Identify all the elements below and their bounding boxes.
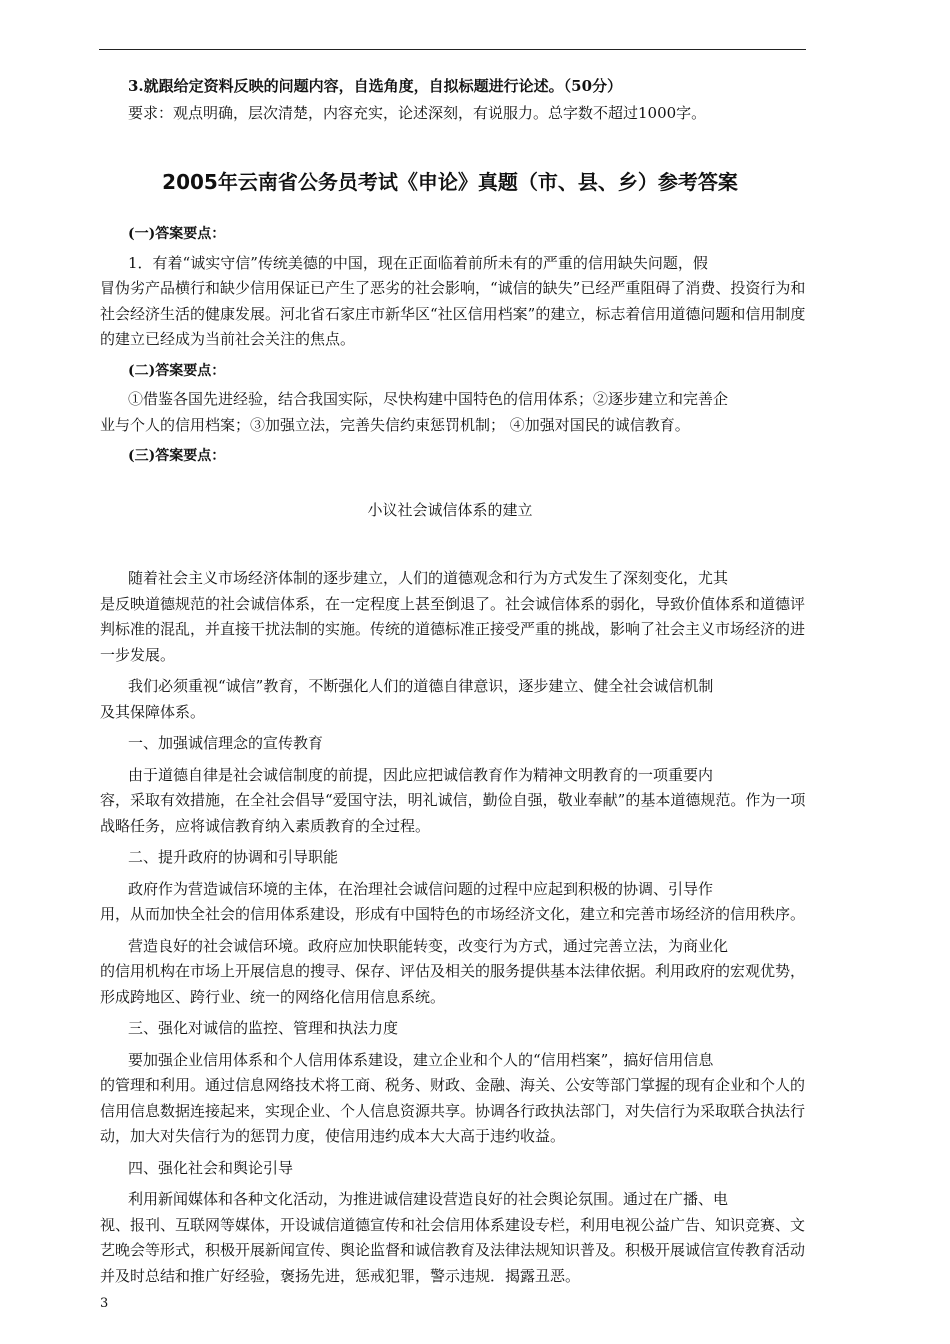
essay-intro-rest: 是反映道德规范的社会诚信体系，在一定程度上甚至倒退了。社会诚信体系的弱化，导致价值体系和道德评判标准的混乱，并直接干扰法制的实施。传统的道德标准正接受严重的挑战，影响了社会主义市场经济的进一步发展。: [100, 594, 806, 664]
page-content: [100, 74, 806, 1289]
essay-heading-1: 一、加强诚信理念的宣传教育: [128, 734, 324, 752]
essay-intro-line1: 随着社会主义市场经济体制的逐步建立，人们的道德观念和行为方式发生了深刻变化，尤其: [128, 569, 729, 587]
essay-heading-2: 二、提升政府的协调和引导职能: [128, 848, 339, 866]
essay-heading-3-para-line1: 要加强企业信用体系和个人信用体系建设，建立企业和个人的“信用档案”，搞好信用信息: [128, 1050, 714, 1069]
essay-heading-2-para2-line1: 营造良好的社会诚信环境。政府应加快职能转变，改变行为方式，通过完善立法，为商业化: [128, 936, 729, 955]
essay-heading-1-para-rest: 容，采取有效措施，在全社会倡导“爱国守法，明礼诚信，勤俭自强，敬业奉献”的基本道德规范。作为一项战略任务，应将诚信教育纳入素质教育的全过程。: [100, 791, 806, 835]
essay-heading-2-para1-rest: 用，从而加快全社会的信用体系建设，形成有中国特色的市场经济文化，建立和完善市场经济的信用秩序。: [100, 905, 806, 923]
essay-heading-3-para-rest: 的管理和利用。通过信息网络技术将工商、税务、财政、金融、海关、公安等部门掌握的现有企业和个人的信用信息数据连接起来，实现企业、个人信息资源共享。协调各行政执法部门，对失信行为采取联合执法行动，加大对失信行为的惩罚力度，使信用违约成本大大高于违约收益。: [100, 1076, 806, 1145]
question-3-title: 3.就跟给定资料反映的问题内容，自选角度，自拟标题进行论述。（50分）: [128, 77, 623, 95]
section-2-heading: (二)答案要点：: [128, 362, 226, 379]
essay-heading-4: 四、强化社会和舆论引导: [128, 1158, 294, 1177]
essay-heading-4-para-rest: 视、报刊、互联网等媒体，开设诚信道德宣传和社会信用体系建设专栏，利用电视公益广告、知识竞赛、文艺晚会等形式，积极开展新闻宣传、舆论监督和诚信教育及法律法规知识普及。积极开展诚信宣传教育活动并及时总结和推广好经验，褒扬先进，惩戒犯罪，警示违规．揭露丑恶。: [100, 1215, 806, 1285]
essay-title: 小议社会诚信体系的建立: [367, 500, 533, 519]
essay-heading-2-para2-rest: 的信用机构在市场上开展信息的搜寻、保存、评估及相关的服务提供基本法律依据。利用政府的宏观优势，形成跨地区、跨行业、统一的网络化信用信息系统。: [100, 962, 806, 1006]
question-3-requirement: 要求：观点明确，层次清楚，内容充实，论述深刻，有说服力。总字数不超过1000字。: [128, 103, 707, 122]
document-title: 2005年云南省公务员考试《申论》真题（市、县、乡）参考答案: [162, 170, 738, 194]
essay-para2-rest: 及其保障体系。: [100, 702, 206, 721]
section-1-para-rest: 冒伪劣产品横行和缺少信用保证已产生了恶劣的社会影响，“诚信的缺失”已经严重阻碍了消费、投资行为和社会经济生活的健康发展。河北省石家庄市新华区“社区信用档案”的建立，标志着信用道德问题和信用制度的建立已经成为当前社会关注的焦点。: [100, 279, 806, 348]
header-rule: [99, 49, 806, 50]
section-3-heading: (三)答案要点：: [128, 448, 226, 464]
section-1-para-line1: 1．有着“诚实守信”传统美德的中国，现在正面临着前所未有的严重的信用缺失问题，假: [128, 253, 708, 272]
essay-heading-3: 三、强化对诚信的监控、管理和执法力度: [128, 1019, 399, 1037]
page-number: 3: [100, 1296, 109, 1311]
section-2-para-rest: 业与个人的信用档案；③加强立法，完善失信约束惩罚机制； ④加强对国民的诚信教育。: [100, 415, 690, 434]
essay-heading-1-para-line1: 由于道德自律是社会诚信制度的前提，因此应把诚信教育作为精神文明教育的一项重要内: [128, 765, 714, 784]
section-2-para-line1: ①借鉴各国先进经验，结合我国实际，尽快构建中国特色的信用体系；②逐步建立和完善企: [128, 390, 729, 408]
essay-heading-4-para-line1: 利用新闻媒体和各种文化活动，为推进诚信建设营造良好的社会舆论氛围。通过在广播、电: [128, 1190, 729, 1208]
essay-heading-2-para1-line1: 政府作为营造诚信环境的主体，在治理社会诚信问题的过程中应起到积极的协调、引导作: [128, 879, 714, 898]
section-1-heading: (一)答案要点：: [128, 226, 226, 242]
essay-para2-line1: 我们必须重视“诚信”教育，不断强化人们的道德自律意识，逐步建立、健全社会诚信机制: [128, 677, 714, 695]
